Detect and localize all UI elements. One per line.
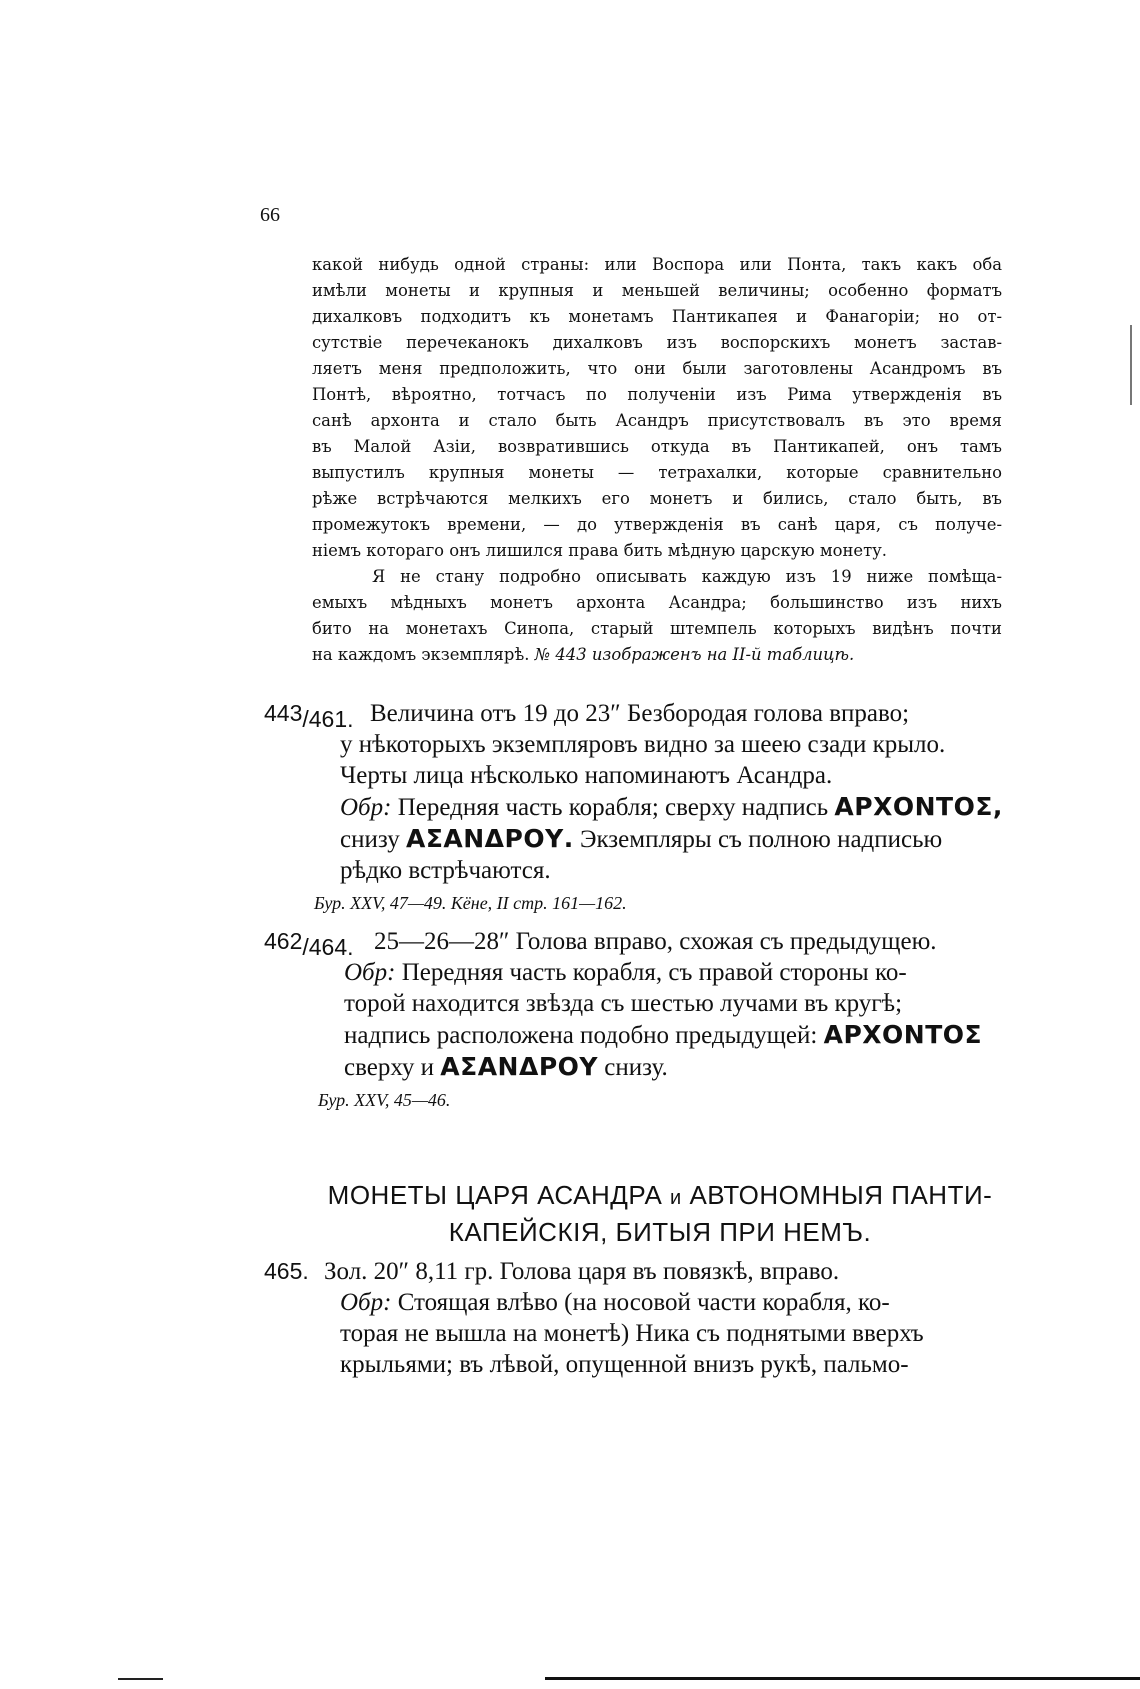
entry-line: [340, 823, 1004, 855]
text-line: рѣже встрѣчаются мелкихъ его монетъ и бились, стало быть, въ: [312, 489, 1002, 508]
text-line: [312, 642, 1002, 668]
text-line: промежутокъ времени, — до утвержденія въ санѣ царя, съ получе-: [312, 515, 1002, 534]
text-line: какой нибудь одной страны: или Воспора или Понта, такъ какъ оба: [312, 255, 1002, 274]
entry-line: крыльями; въ лѣвой, опущенной внизъ рукѣ, пальмо-: [340, 1351, 909, 1378]
text-fragment: сверху и: [344, 1054, 435, 1081]
text-fragment: надпись расположена подобно предыдущей:: [344, 1022, 818, 1049]
text-line: Понтѣ, вѣроятно, тотчасъ по полученіи изъ Рима утвержденія въ: [312, 385, 1002, 404]
text-line: ніемъ котораго онъ лишился права бить мѣдную царскую монету.: [312, 541, 887, 560]
entry-line: [340, 791, 1004, 823]
entry-line: [344, 1051, 1004, 1083]
text-fragment: Экземпляры съ полною надписью: [579, 826, 943, 853]
text-line: дихалковъ подходитъ къ монетамъ Пантикапея и Фанагоріи; но от-: [312, 307, 1002, 326]
entry-line: рѣдко встрѣчаются.: [340, 857, 551, 884]
entry-number-sup: 462: [264, 928, 303, 954]
entry-number: [264, 698, 354, 735]
entry-line: Черты лица нѣсколько напоминаютъ Асандра.: [340, 762, 833, 789]
entry-number-rest: /461.: [302, 706, 354, 732]
text-fragment: на каждомъ экземплярѣ.: [312, 645, 530, 664]
entry-line: [344, 1019, 1004, 1051]
text-line: санѣ архонта и стало быть Асандръ присутствовалъ въ это время: [312, 411, 1002, 430]
intro-paragraph: [312, 252, 1002, 668]
text-fragment: Передняя часть корабля; сверху надпись: [397, 794, 829, 821]
heading-text: МОНЕТЫ ЦАРЯ АСАНДРА: [327, 1180, 663, 1210]
entry-body: [324, 1256, 1004, 1380]
text-fragment: Передняя часть корабля, съ правой стороны ко-: [401, 959, 907, 986]
text-fragment: снизу: [340, 826, 400, 853]
catalog-entry: [264, 1256, 1004, 1380]
text-line: сутствіе перечеканокъ дихалковъ изъ воспорскихъ монетъ застав-: [312, 333, 1002, 352]
heading-conjunction: и: [670, 1187, 682, 1209]
greek-inscription: ΑΣΑΝΔΡΟΥ: [440, 1052, 599, 1081]
entry-description: 25—26—28″ Голова вправо, схожая съ предыдущею.: [374, 928, 937, 955]
heading-line: КАПЕЙСКІЯ, БИТЫЯ ПРИ НЕМЪ.: [448, 1217, 872, 1247]
obverse-label: Обр:: [340, 794, 392, 821]
entry-description: Величина отъ 19 до 23″ Безбородая голова вправо;: [370, 700, 910, 727]
catalog-entry: [264, 698, 1004, 919]
entry-number: 465.: [264, 1258, 309, 1284]
bibliography-reference: Бур. XXV, 47—49. Кёне, II стр. 161—162.: [314, 893, 627, 913]
entry-line: [340, 1287, 1004, 1318]
text-line: ляетъ меня предположить, что они были заготовлены Асандромъ въ: [312, 359, 1002, 378]
scan-edge-mark: [1130, 325, 1132, 405]
text-line: емыхъ мѣдныхъ монетъ архонта Асандра; большинство изъ нихъ: [312, 593, 1002, 612]
text-fragment: Стоящая влѣво (на носовой части корабля, ко-: [397, 1289, 890, 1316]
greek-inscription: ΑΡΧΟΝΤΟΣ,: [834, 792, 1003, 821]
plate-reference: № 443 изображенъ на II-й таблицѣ.: [534, 645, 855, 664]
page-number: 66: [260, 204, 280, 226]
entry-line: торая не вышла на монетѣ) Ника съ поднятыми вверхъ: [340, 1320, 924, 1347]
greek-inscription: ΑΣΑΝΔΡΟΥ.: [405, 824, 574, 853]
text-line: выпустилъ крупныя монеты — тетрахалки, которые сравнительно: [312, 463, 1002, 482]
catalog-entry: [264, 926, 1004, 1116]
entry-line: [344, 957, 1004, 988]
text-line: бито на монетахъ Синопа, старый штемпель которыхъ видѣнъ почти: [312, 619, 1002, 638]
entry-description: Зол. 20″ 8,11 гр. Голова царя въ повязкѣ, вправо.: [324, 1258, 840, 1285]
obverse-label: Обр:: [340, 1289, 392, 1316]
scan-bottom-mark: [118, 1678, 163, 1680]
heading-text: АВТОНОМНЫЯ ПАНТИ-: [689, 1180, 993, 1210]
obverse-label: Обр:: [344, 959, 396, 986]
section-heading: [300, 1178, 1020, 1249]
bibliography-reference: Бур. XXV, 45—46.: [318, 1090, 451, 1110]
text-line: въ Малой Азіи, возвратившись откуда въ Пантикапей, онъ тамъ: [312, 437, 1002, 456]
heading-line: [300, 1178, 1020, 1215]
entry-line: у нѣкоторыхъ экземпляровъ видно за шеею сзади крыло.: [340, 731, 946, 758]
text-fragment: снизу.: [604, 1054, 668, 1081]
text-line: Я не стану подробно описывать каждую изъ 19 ниже помѣща-: [372, 567, 1002, 586]
entry-number: [264, 926, 354, 963]
entry-number-sup: 443: [264, 700, 303, 726]
entry-number-rest: /464.: [302, 934, 354, 960]
text-line: имѣли монеты и крупныя и меньшей величины; особенно форматъ: [312, 281, 1002, 300]
entry-line: торой находится звѣзда съ шестью лучами въ кругѣ;: [344, 990, 903, 1017]
greek-inscription: ΑΡΧΟΝΤΟΣ: [823, 1020, 983, 1049]
scan-bottom-rule: [545, 1677, 1140, 1680]
